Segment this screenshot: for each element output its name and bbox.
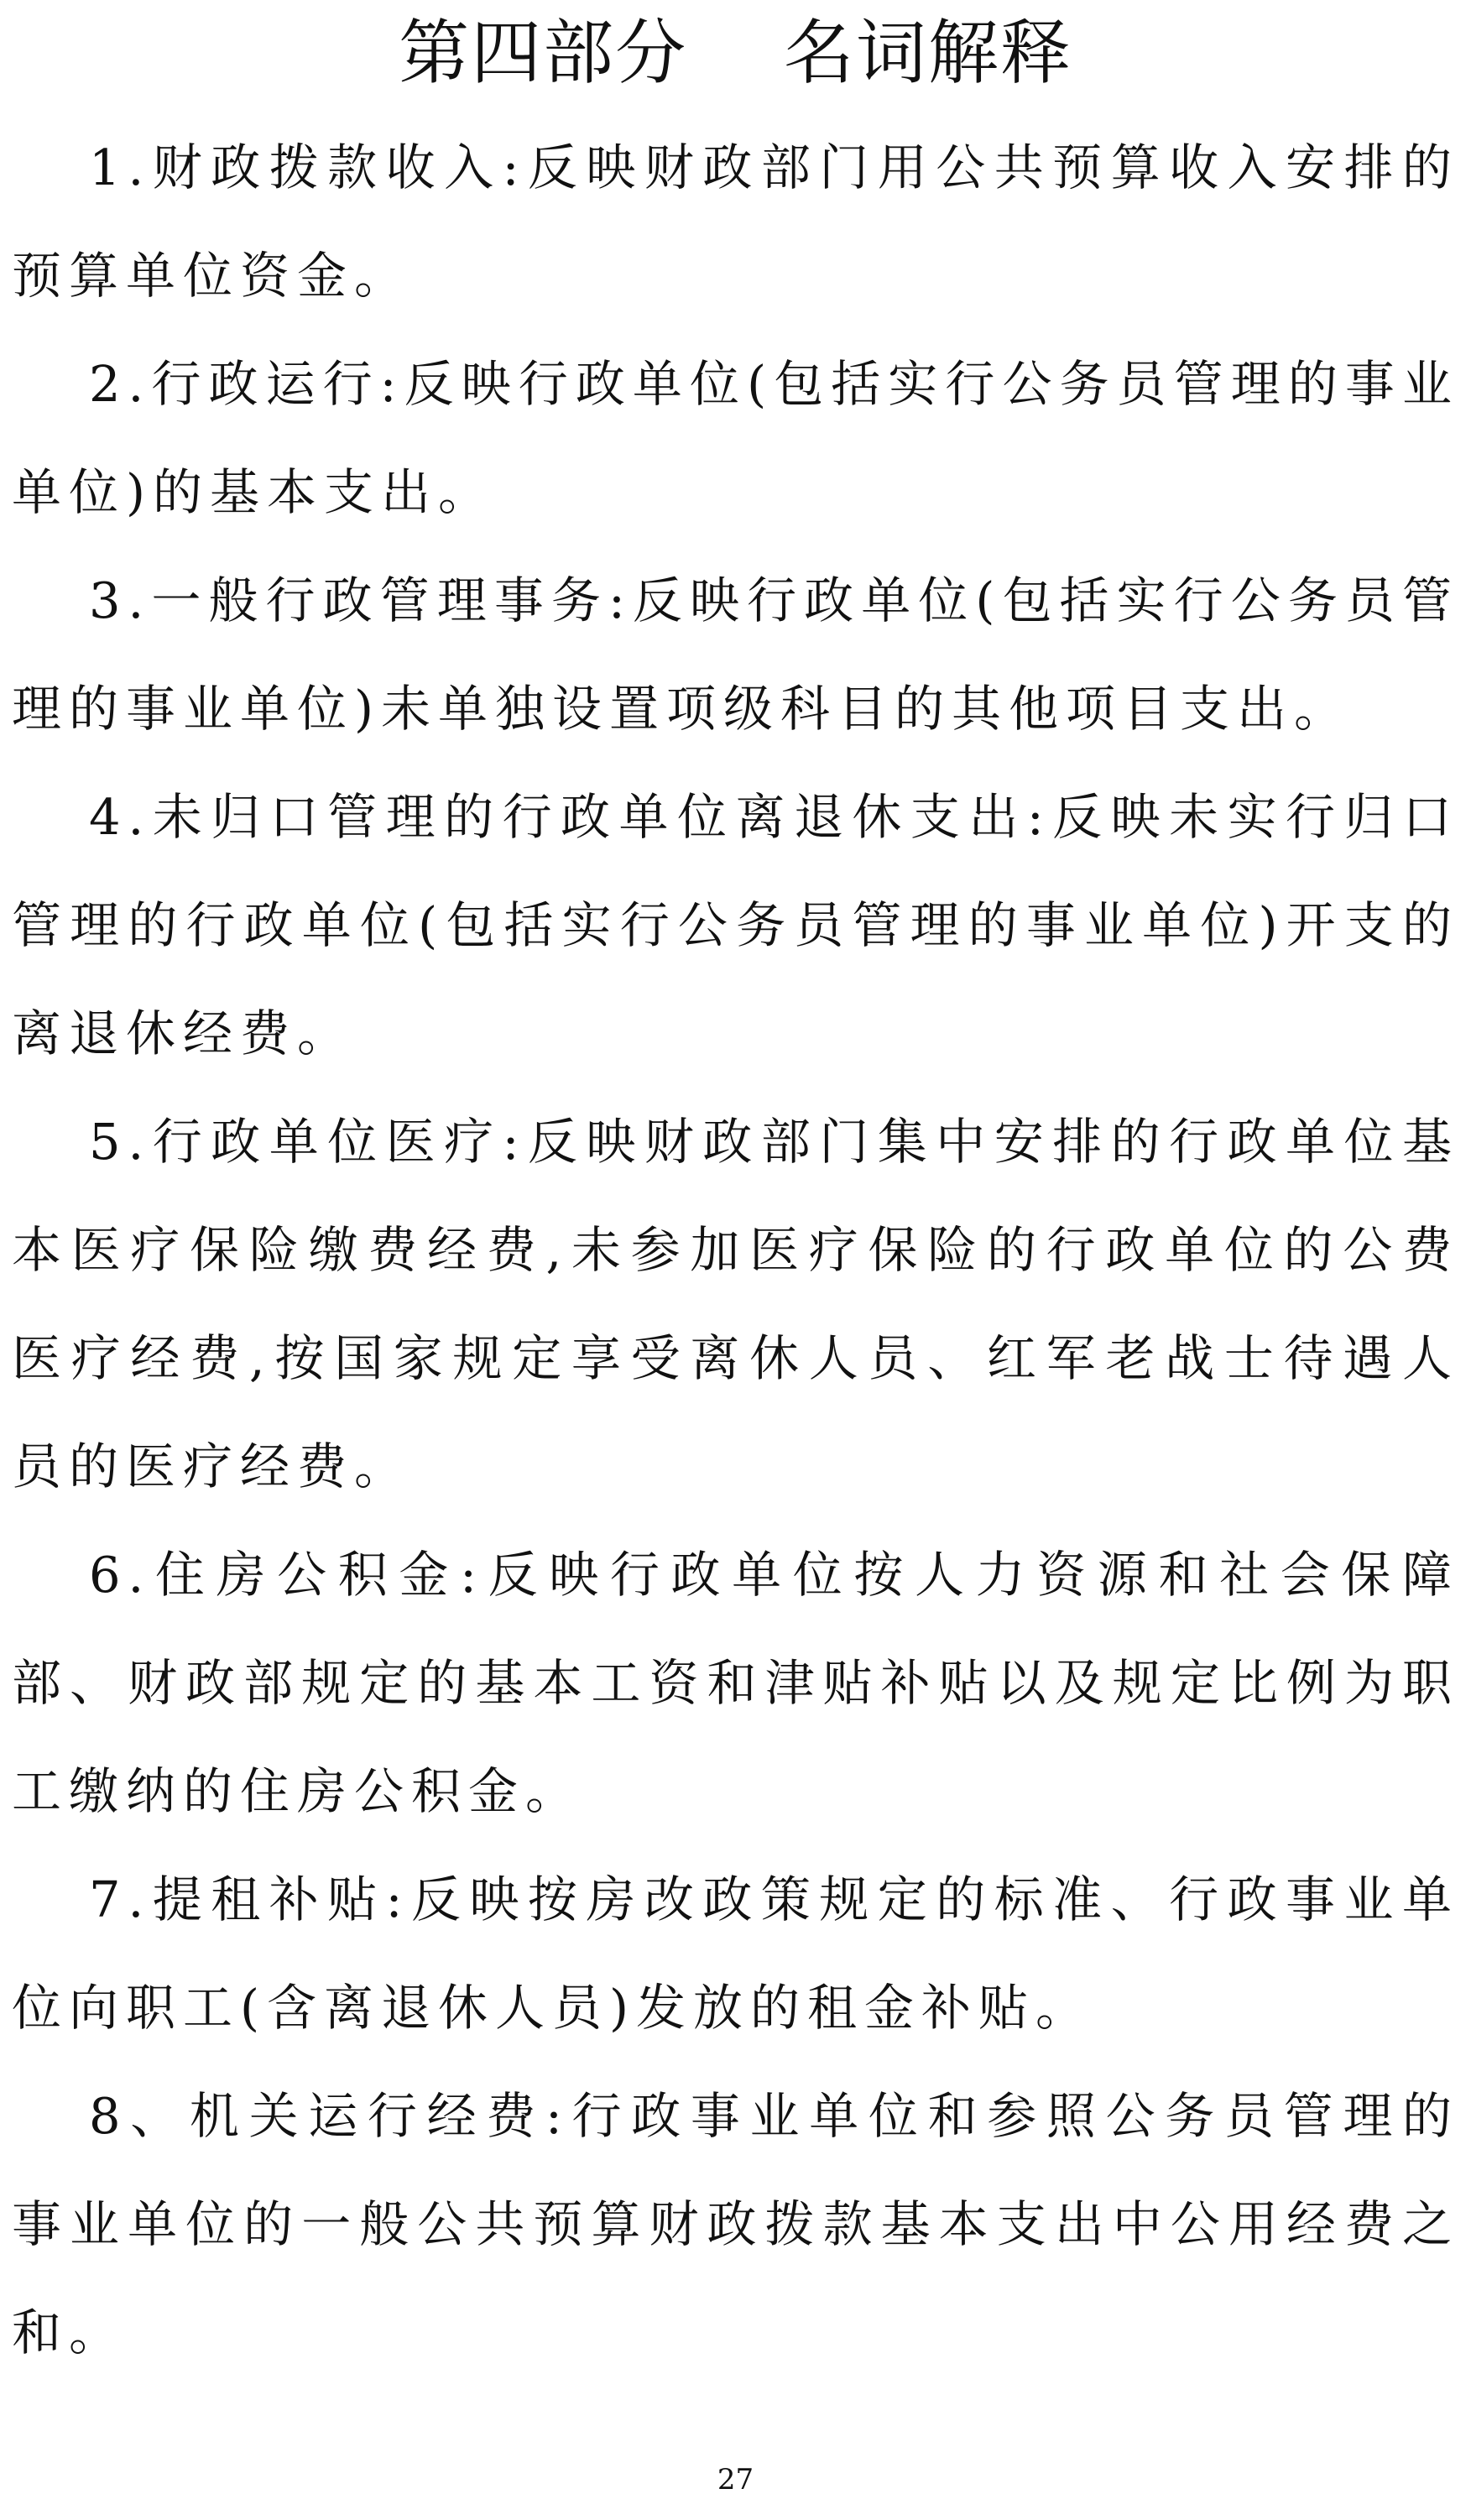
term-item: 3.一般行政管理事务:反映行政单位(包括实行公务员管理的事业单位)未单独设置项级科目的其他项目支出。	[12, 571, 1459, 738]
page-title: 第四部分 名词解释	[399, 12, 1072, 94]
term-item: 6.住房公积金:反映行政单位按人力资源和社会保障部、财政部规定的基本工资和津贴补贴以及规定比例为职工缴纳的住房公积金。	[12, 1546, 1459, 1820]
term-item: 4.未归口管理的行政单位离退休支出:反映未实行归口管理的行政单位(包括实行公务员管理的事业单位)开支的离退休经费。	[12, 788, 1459, 1062]
term-item: 5.行政单位医疗:反映财政部门集中安排的行政单位基本医疗保险缴费经费,未参加医疗保险的行政单位的公费医疗经费,按国家规定享受离休人员、红军老战士待遇人员的医疗经费。	[12, 1113, 1459, 1495]
term-item: 1.财政拨款收入:反映财政部门用公共预算收入安排的预算单位资金。	[12, 138, 1459, 305]
page-number: 27	[717, 2463, 754, 2497]
term-item: 7.提租补贴:反映按房改政策规定的标准、行政事业单位向职工(含离退休人员)发放的租金补贴。	[12, 1870, 1459, 2037]
term-item: 2.行政运行:反映行政单位(包括实行公务员管理的事业单位)的基本支出。	[12, 355, 1459, 521]
term-item: 8、机关运行经费:行政事业单位和参照公务员管理的事业单位的一般公共预算财政拨款基本支出中公用经费之和。	[12, 2087, 1459, 2361]
terms-list	[12, 113, 1459, 2387]
